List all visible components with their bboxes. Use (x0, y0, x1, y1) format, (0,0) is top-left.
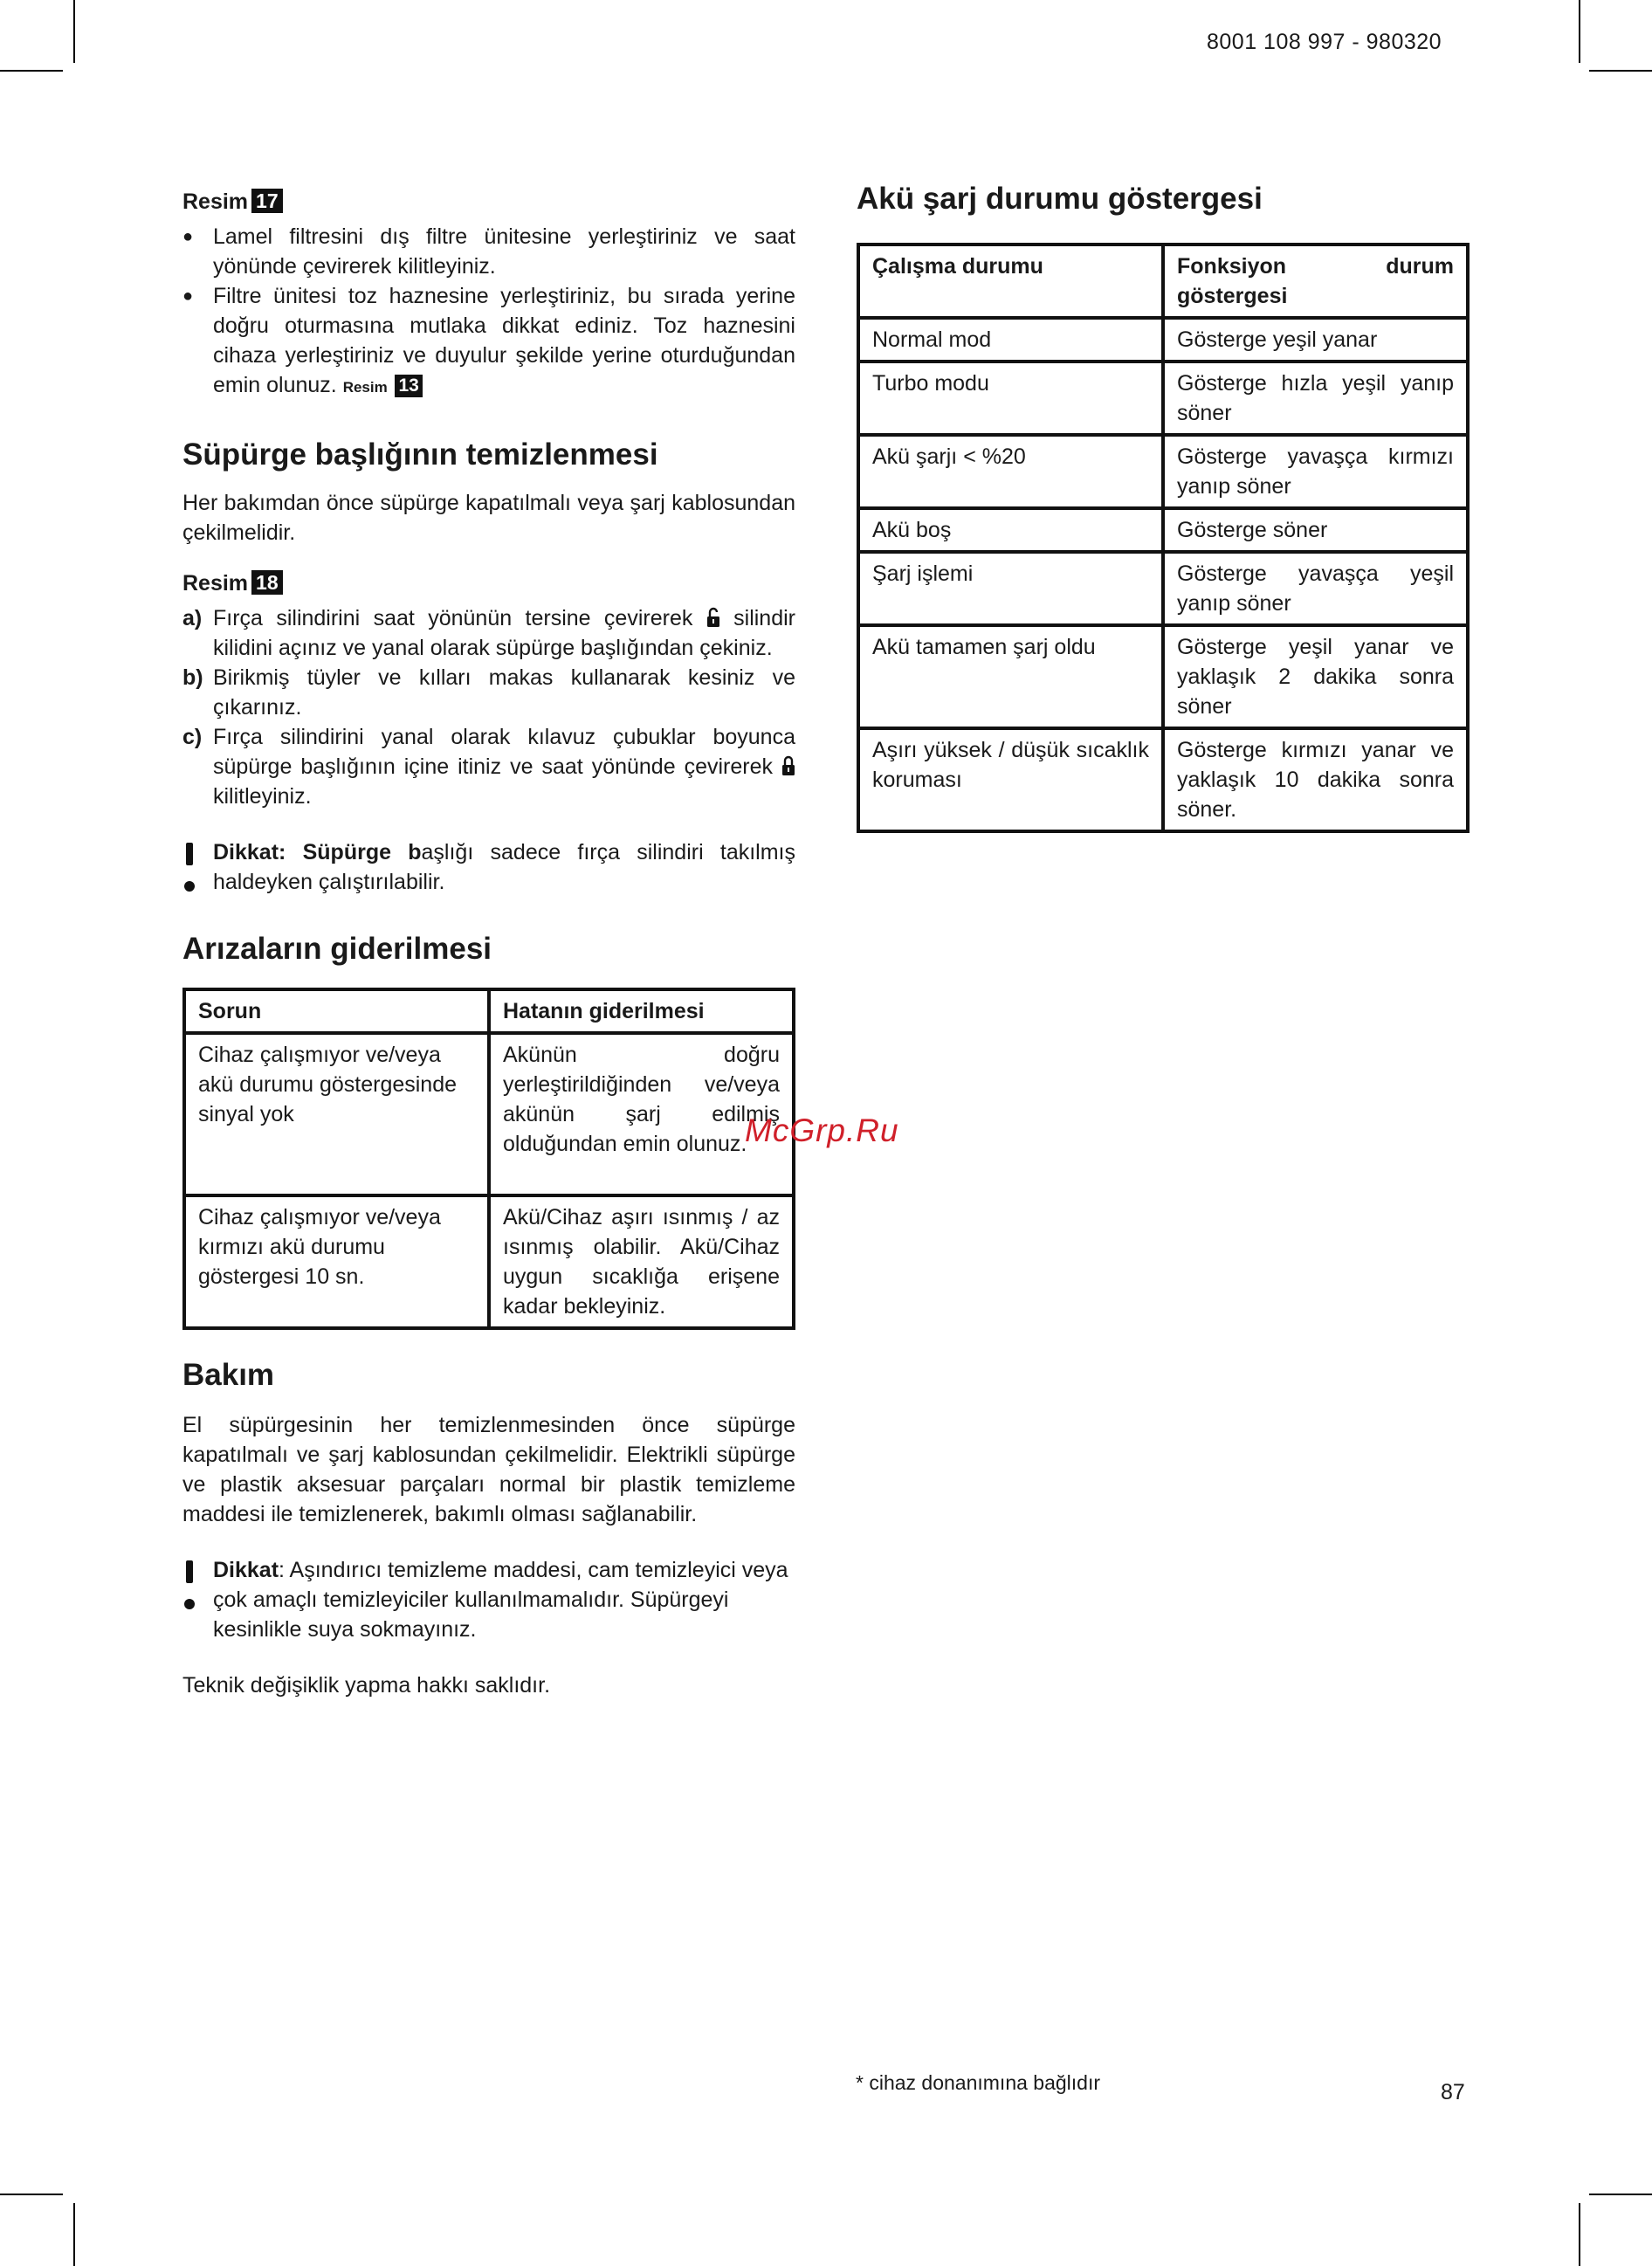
column-header: Hatanın giderilmesi (489, 989, 794, 1033)
troubleshooting-table (182, 988, 795, 1330)
warning-text: aşlığı sadece fırça silindiri takılmış haldeyken çalıştırılabilir. (213, 840, 795, 894)
table-row (184, 1195, 794, 1328)
battery-indicator-table (857, 243, 1470, 833)
figure-ref-label: Resim (342, 379, 388, 396)
table-cell: Cihaz çalışmıyor ve/veya kırmızı akü durumu göstergesi 10 sn. (184, 1195, 489, 1328)
crop-mark (73, 0, 75, 63)
crop-mark (1589, 2194, 1652, 2195)
table-cell: Turbo modu (858, 362, 1163, 435)
table-cell: Şarj işlemi (858, 552, 1163, 625)
table-header-row (858, 245, 1468, 318)
brush-cleaning-steps (182, 603, 795, 811)
warning-icon (182, 1559, 196, 1611)
table-row (858, 435, 1468, 508)
step-text: Fırça silindirini saat yönünün tersine çevirerek (213, 606, 693, 630)
step-item (182, 663, 795, 722)
warning-icon (182, 841, 196, 893)
warning-label: Dikkat (213, 1558, 279, 1582)
step-text: Birikmiş tüyler ve kılları makas kullanarak kesiniz ve çıkarınız. (213, 665, 795, 720)
section-heading-battery-indicator: Akü şarj durumu göstergesi (857, 182, 1263, 216)
column-header: Çalışma durumu (858, 245, 1163, 318)
table-cell: Gösterge yeşil yanar ve yaklaşık 2 dakika sonra söner (1163, 625, 1468, 728)
figure-17-instructions (182, 222, 795, 403)
crop-mark (0, 70, 63, 72)
column-header: Fonksiyon durum göstergesi (1163, 245, 1468, 318)
table-row (858, 362, 1468, 435)
list-item (182, 281, 795, 403)
crop-mark (73, 2203, 75, 2266)
table-cell: Akü/Cihaz aşırı ısınmış / az ısınmış olabilir. Akü/Cihaz uygun sıcaklığa erişene kadar bekleyiniz. (489, 1195, 794, 1328)
figure-label-text: Resim (182, 571, 249, 596)
table-row (858, 625, 1468, 728)
left-column (182, 187, 795, 1700)
section-heading-troubleshooting: Arızaların giderilmesi (182, 932, 492, 966)
footnote: * cihaz donanımına bağlıdır (856, 2071, 1101, 2094)
table-row (858, 552, 1468, 625)
crop-mark (1589, 70, 1652, 72)
step-text: kilitleyiniz. (213, 784, 312, 809)
brush-cleaning-intro: Her bakımdan önce süpürge kapatılmalı veya şarj kablosundan çekilmelidir. (182, 491, 795, 545)
table-cell: Gösterge kırmızı yanar ve yaklaşık 10 dakika sonra söner. (1163, 728, 1468, 831)
warning-note-cleaning (182, 1555, 795, 1644)
step-letter: a) (182, 606, 203, 630)
table-cell: Cihaz çalışmıyor ve/veya akü durumu göstergesinde sinyal yok (184, 1033, 489, 1195)
table-cell: Gösterge yavaşça kırmızı yanıp söner (1163, 435, 1468, 508)
page-number: 87 (1441, 2080, 1465, 2104)
section-heading-maintenance: Bakım (182, 1358, 275, 1392)
figure-18-label (182, 568, 795, 598)
table-cell: Normal mod (858, 318, 1163, 362)
figure-17-label (182, 187, 795, 217)
step-item (182, 603, 795, 663)
table-row (184, 1033, 794, 1195)
table-cell: Gösterge söner (1163, 508, 1468, 552)
table-cell: Akü şarjı < %20 (858, 435, 1163, 508)
warning-label: Dikkat: Süpürge b (213, 840, 422, 864)
document-code: 8001 108 997 - 980320 (1207, 30, 1442, 54)
step-item (182, 722, 795, 811)
table-cell: Gösterge yeşil yanar (1163, 318, 1468, 362)
right-column (857, 180, 1470, 833)
figure-number-badge: 18 (251, 570, 283, 595)
crop-mark (0, 2194, 63, 2195)
lock-icon (781, 755, 795, 776)
list-item-text: Filtre ünitesi toz haznesine yerleştiriniz, bu sırada yerine doğru oturmasına mutlaka dikkat ediniz. Toz haznesini cihaza yerleştiriniz ve duyulur şekilde yerine oturduğundan emin olunuz. (213, 284, 795, 397)
table-cell: Akü boş (858, 508, 1163, 552)
warning-text: : Aşındırıcı temizleme maddesi, cam temizleyici veya çok amaçlı temizleyiciler kullanılmamalıdır. Süpürgeyi kesinlikle suya sokmayınız. (213, 1558, 788, 1642)
figure-number-badge: 13 (395, 375, 422, 397)
list-item-text: Lamel filtresini dış filtre ünitesine yerleştiriniz ve saat yönünde çevirerek kilitleyiniz. (213, 224, 795, 279)
step-letter: b) (182, 665, 203, 690)
column-header: Sorun (184, 989, 489, 1033)
step-letter: c) (182, 725, 203, 749)
table-row (858, 318, 1468, 362)
technical-changes-note: Teknik değişiklik yapma hakkı saklıdır. (182, 1673, 551, 1698)
table-row (858, 728, 1468, 831)
list-item (182, 222, 795, 281)
step-text: silindir kilidini açınız ve yanal olarak süpürge başlığından çekiniz. (213, 606, 795, 660)
crop-mark (1579, 2203, 1580, 2266)
warning-note-brush (182, 837, 795, 897)
figure-label-text: Resim (182, 189, 249, 214)
unlock-icon (706, 607, 720, 628)
table-row (858, 508, 1468, 552)
step-text: Fırça silindirini yanal olarak kılavuz çubuklar boyunca süpürge başlığının içine itiniz ve saat yönünde çevirerek (213, 725, 795, 779)
table-cell: Aşırı yüksek / düşük sıcaklık koruması (858, 728, 1163, 831)
crop-mark (1579, 0, 1580, 63)
figure-13-ref (342, 375, 423, 396)
table-header-row (184, 989, 794, 1033)
watermark: McGrp.Ru (745, 1112, 899, 1148)
table-cell: Gösterge hızla yeşil yanıp söner (1163, 362, 1468, 435)
maintenance-text: El süpürgesinin her temizlenmesinden önce süpürge kapatılmalı ve şarj kablosundan çekilmelidir. Elektrikli süpürge ve plastik aksesuar parçaları normal bir plastik temizleme maddesi ile temizlenerek, bakımlı olması sağlanabilir. (182, 1413, 795, 1526)
section-heading-brush-cleaning: Süpürge başlığının temizlenmesi (182, 437, 658, 472)
figure-number-badge: 17 (251, 189, 283, 213)
table-cell: Akünün doğru yerleştirildiğinden ve/veya akünün şarj edilmiş olduğundan emin olunuz. (489, 1033, 794, 1195)
table-cell: Akü tamamen şarj oldu (858, 625, 1163, 728)
table-cell: Gösterge yavaşça yeşil yanıp söner (1163, 552, 1468, 625)
